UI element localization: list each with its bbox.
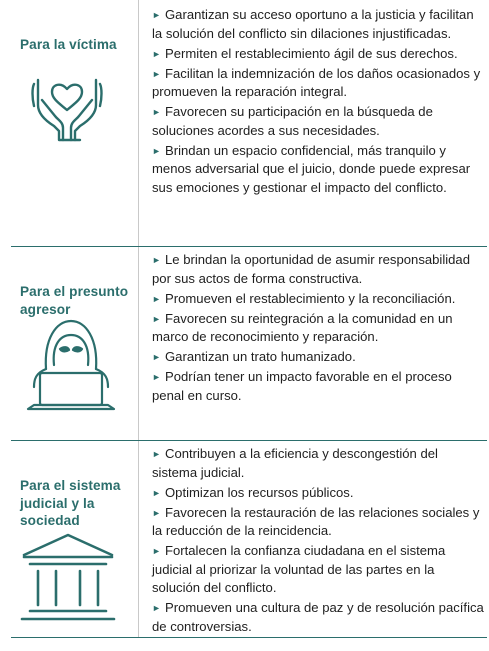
bullet-icon: ► — [152, 10, 161, 20]
bullet-icon: ► — [152, 255, 161, 265]
section-heading: Para el sistema judicial y la sociedad — [20, 478, 121, 528]
column-divider — [138, 0, 139, 246]
list-item: ► Fortalecen la confianza ciudadana en el sistema judicial al priorizar la voluntad de las partes en la solución del conflicto. — [152, 543, 446, 596]
section-judicial-system-society — [0, 441, 489, 637]
courthouse-columns-icon — [18, 531, 118, 623]
bullet-icon: ► — [152, 313, 161, 324]
bullet-icon: ► — [152, 449, 161, 459]
bullet-icon: ► — [152, 48, 161, 59]
column-divider — [138, 441, 139, 637]
benefit-list — [152, 445, 484, 638]
list-item: ► Favorecen su reintegración a la comunidad en un marco de reconocimiento y reparación. — [152, 310, 453, 345]
bullet-icon: ► — [152, 68, 161, 79]
list-item: ► Brindan un espacio confidencial, más tranquilo y menos adversarial que el juicio, donde puede expresar sus emociones y gestionar el impacto del conflicto. — [152, 142, 471, 195]
bullet-icon: ► — [152, 352, 161, 363]
list-item: ► Promueven una cultura de paz y de resolución pacífica de controversias. — [152, 600, 484, 634]
bullet-icon: ► — [152, 603, 161, 614]
list-item: ► Contribuyen a la eficiencia y descongestión del sistema judicial. — [152, 446, 438, 480]
list-item: ► Favorecen la restauración de las relaciones sociales y la reducción de la reincidencia. — [152, 504, 480, 539]
hands-holding-heart-icon — [22, 58, 112, 148]
bullet-icon: ► — [152, 546, 161, 557]
section-heading: Para el presunto agresor — [20, 284, 129, 317]
list-item: ► Promueven el restablecimiento y la reconciliación. — [152, 290, 484, 309]
list-item: ► Garantizan su acceso oportuno a la justicia y facilitan la solución del conflicto sin dilaciones injustificadas. — [152, 7, 474, 41]
list-item: ► Permiten el restablecimiento ágil de sus derechos. — [152, 45, 484, 64]
list-item: ► Podrían tener un impacto favorable en el proceso penal en curso. — [152, 369, 452, 403]
bullet-icon: ► — [152, 507, 161, 518]
benefit-list — [152, 6, 484, 199]
section-divider — [11, 637, 487, 638]
list-item: ► Le brindan la oportunidad de asumir responsabilidad por sus actos de forma constructiva. — [152, 252, 470, 286]
bullet-icon: ► — [152, 372, 161, 383]
section-victim — [0, 0, 489, 246]
bullet-icon: ► — [152, 107, 161, 118]
bullet-icon: ► — [152, 293, 161, 304]
list-item: ► Optimizan los recursos públicos. — [152, 484, 484, 503]
bullet-icon: ► — [152, 487, 161, 498]
section-heading: Para la víctima — [20, 37, 117, 52]
list-item: ► Favorecen su participación en la búsqueda de soluciones acordes a sus necesidades. — [152, 104, 433, 138]
list-item: ► Facilitan la indemnización de los daños ocasionados y promueven la reparación integral. — [152, 65, 481, 100]
list-item: ► Garantizan un trato humanizado. — [152, 348, 484, 367]
bullet-icon: ► — [152, 145, 161, 156]
hooded-person-laptop-icon — [16, 317, 126, 417]
column-divider — [138, 247, 139, 440]
section-alleged-aggressor — [0, 247, 489, 440]
benefit-list — [152, 251, 484, 407]
